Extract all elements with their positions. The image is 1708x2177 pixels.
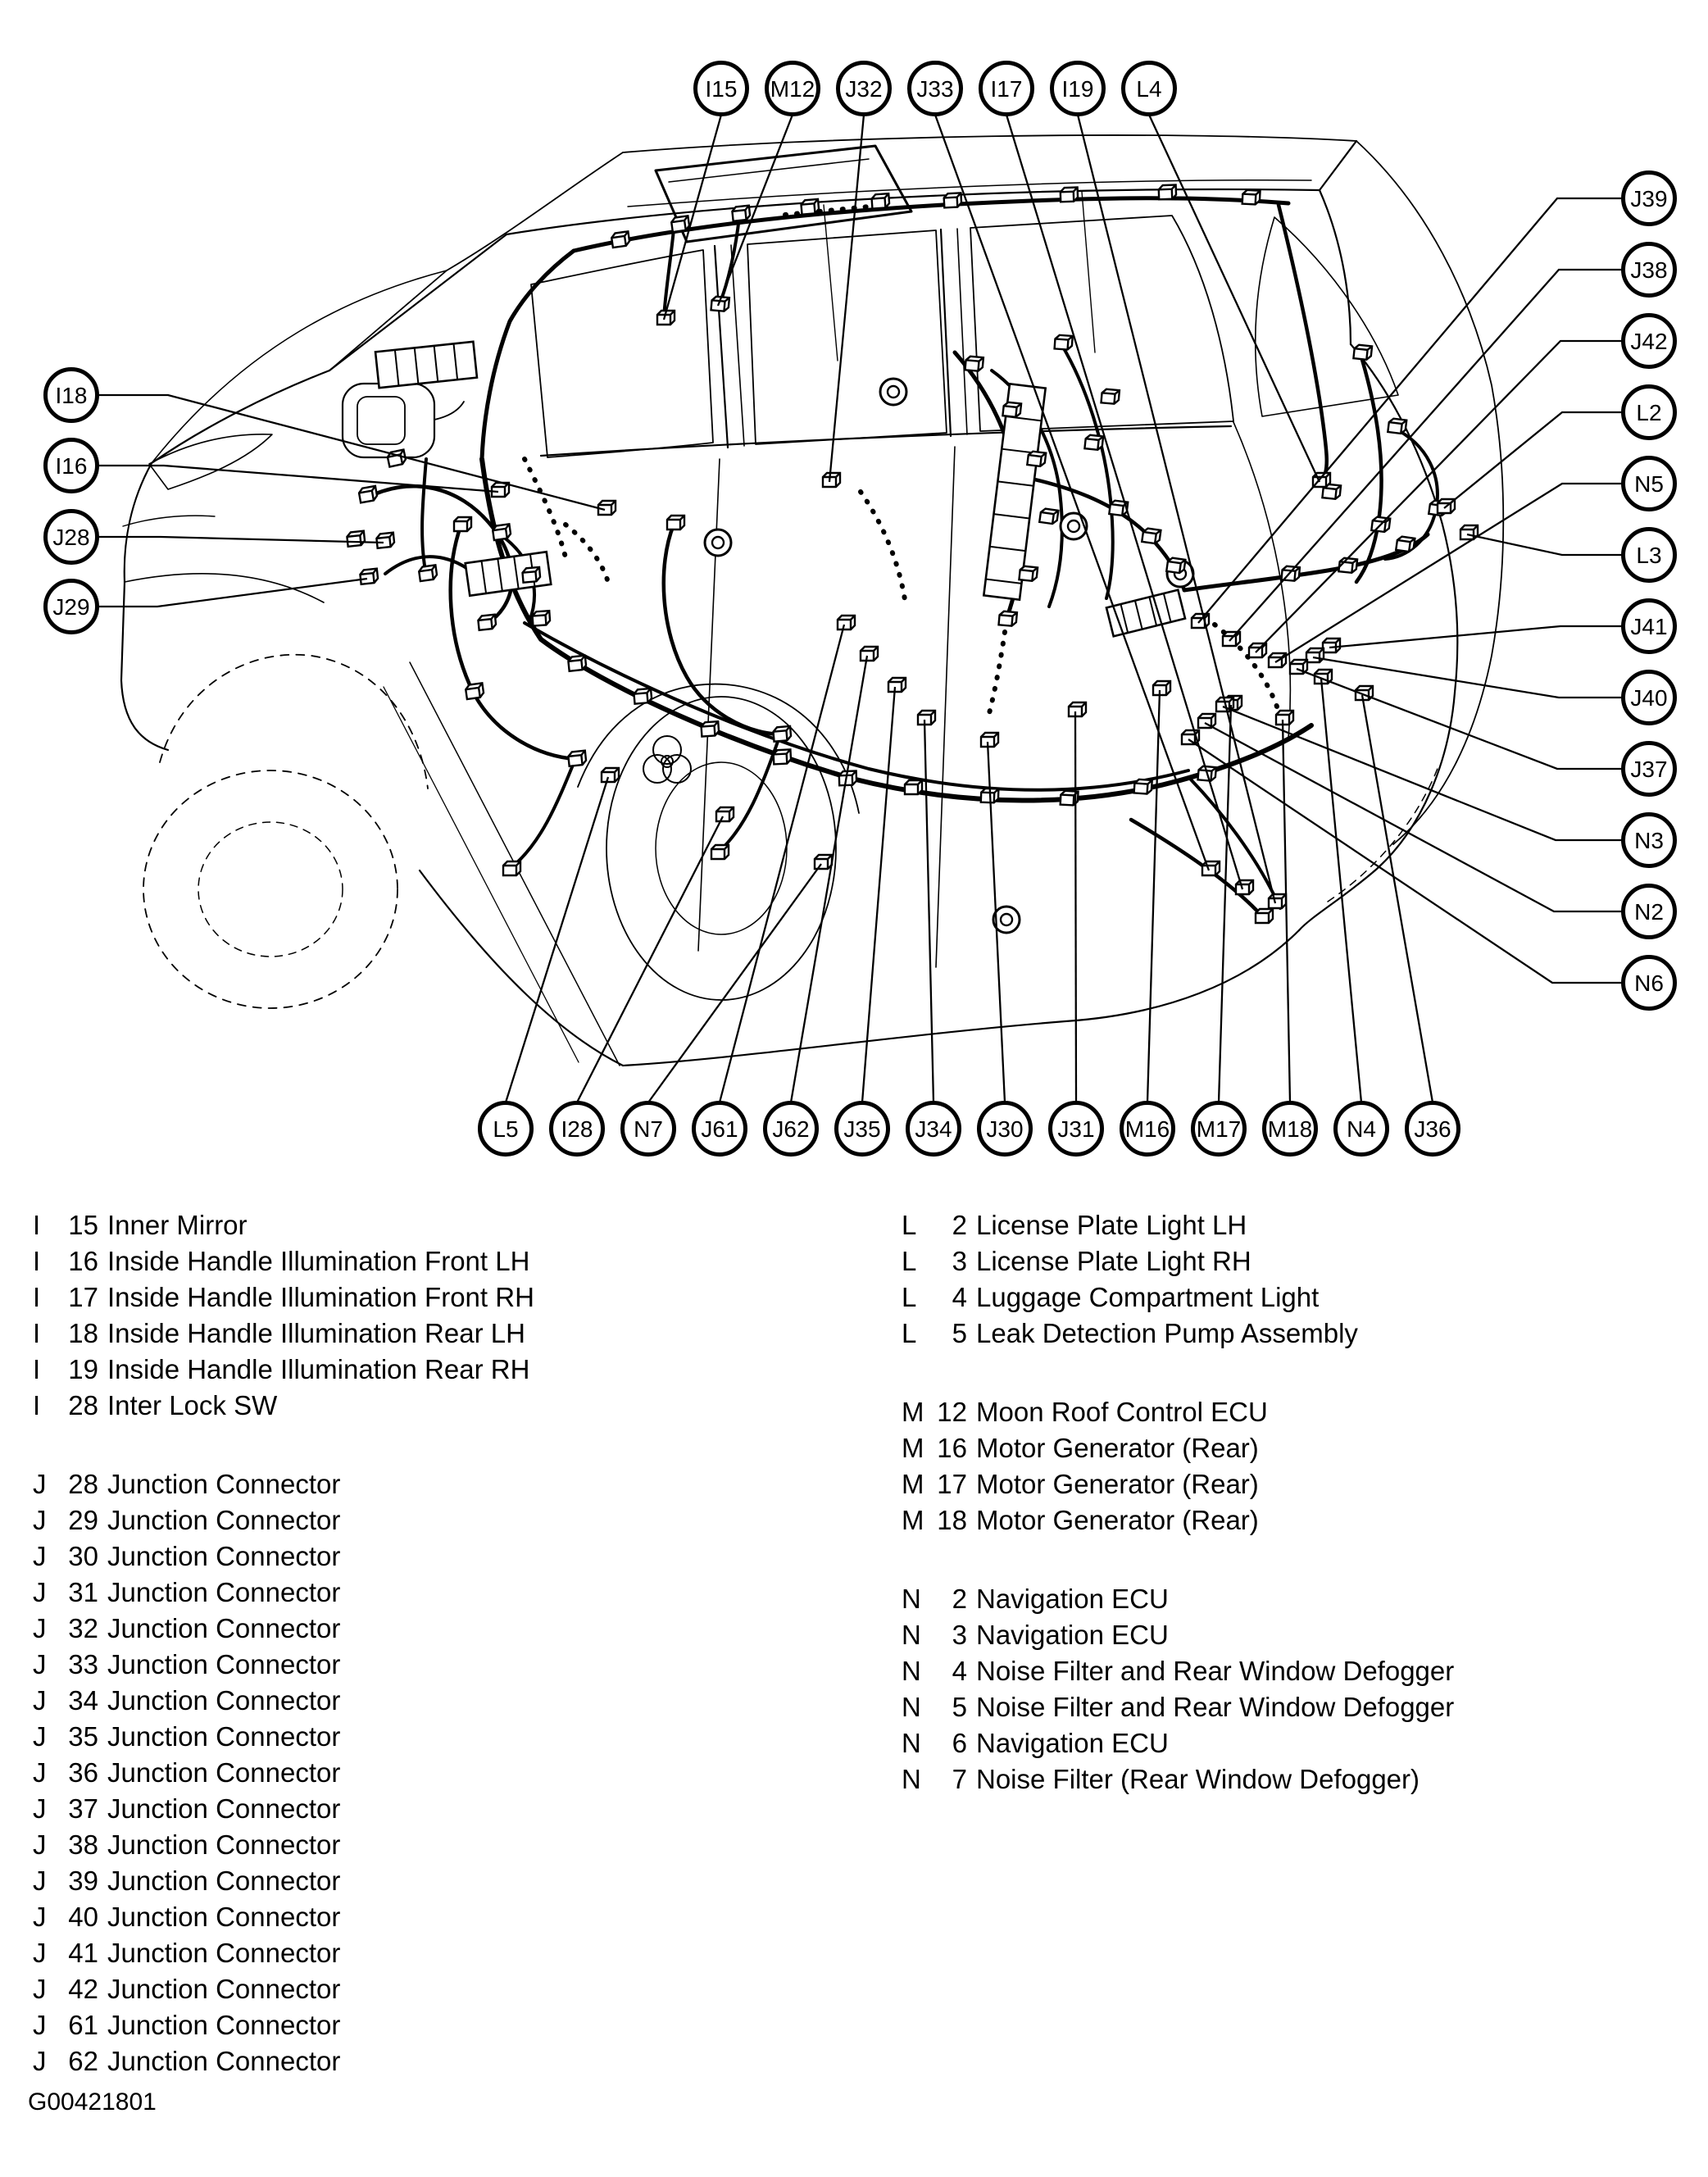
legend-code	[33, 1279, 98, 1316]
legend-code-letter: J	[33, 1938, 47, 1968]
legend-row	[33, 1279, 534, 1316]
legend-row	[902, 1243, 1454, 1279]
legend-row	[902, 1430, 1454, 1466]
legend-row	[902, 1725, 1454, 1761]
legend-code	[33, 1683, 98, 1719]
leader-line-J29	[98, 579, 367, 607]
callout-J41	[1624, 601, 1675, 652]
legend-entry-name: Junction Connector	[107, 1793, 341, 1824]
legend-entry-name: License Plate Light LH	[976, 1210, 1247, 1240]
legend-code	[33, 1719, 98, 1755]
legend-code-letter: L	[902, 1210, 917, 1240]
callout-L4	[1124, 63, 1175, 115]
legend-group	[902, 1581, 1454, 1798]
legend-entry-name: Junction Connector	[107, 1902, 341, 1932]
callout-I18	[46, 370, 98, 421]
legend-row	[33, 1719, 534, 1755]
legend-code-number: 33	[68, 1649, 98, 1679]
leader-line-N4	[1321, 679, 1361, 1102]
callout-label: M18	[1267, 1116, 1313, 1143]
legend-row	[33, 2043, 534, 2079]
figure-id-code: G00421801	[28, 2088, 157, 2116]
legend-entry-name: Junction Connector	[107, 1974, 341, 2004]
legend-column-left	[33, 1207, 534, 2079]
legend-code-number: 61	[68, 2010, 98, 2040]
legend-code	[33, 1207, 98, 1243]
legend-code-number: 31	[68, 1577, 98, 1607]
callout-J32	[838, 63, 890, 115]
legend-code-letter: J	[33, 1829, 47, 1860]
legend-code-letter: N	[902, 1692, 921, 1722]
legend-code-letter: N	[902, 1728, 921, 1758]
legend-code-letter: J	[33, 1541, 47, 1571]
callout-label: J61	[701, 1116, 738, 1143]
legend-code-number: 36	[68, 1757, 98, 1788]
legend-code	[33, 1538, 98, 1575]
legend-entry-name: Navigation ECU	[976, 1728, 1169, 1758]
callout-label: N7	[634, 1116, 663, 1143]
callout-label: J29	[52, 594, 90, 620]
legend-code	[33, 1971, 98, 2007]
legend-code-number: 15	[68, 1210, 98, 1240]
legend-entry-name: Motor Generator (Rear)	[976, 1433, 1259, 1463]
legend-row	[902, 1689, 1454, 1725]
leader-line-J41	[1329, 626, 1623, 648]
leader-line-J42	[1256, 341, 1623, 652]
callout-I16	[46, 440, 98, 492]
legend-row	[33, 1243, 534, 1279]
callout-N4	[1336, 1103, 1388, 1155]
callout-N7	[623, 1103, 675, 1155]
callout-J37	[1624, 743, 1675, 795]
legend-row	[33, 1647, 534, 1683]
callout-label: N3	[1634, 828, 1664, 854]
legend-code-letter: J	[33, 1613, 47, 1643]
legend-code-number: 42	[68, 1974, 98, 2004]
legend-entry-name: Junction Connector	[107, 1649, 341, 1679]
leader-line-J34	[924, 720, 933, 1102]
legend-code-number: 28	[68, 1469, 98, 1499]
legend-column-right	[902, 1207, 1454, 1798]
legend-code-letter: J	[33, 1866, 47, 1896]
callout-L5	[480, 1103, 532, 1155]
callout-N5	[1624, 458, 1675, 510]
callout-label: J35	[843, 1116, 881, 1143]
legend-group	[33, 1466, 534, 2079]
legend-code-letter: J	[33, 1577, 47, 1607]
callout-label: I19	[1061, 76, 1094, 102]
legend-code	[33, 1863, 98, 1899]
callout-label: I17	[990, 76, 1023, 102]
legend-code-letter: J	[33, 1793, 47, 1824]
legend-code	[33, 1352, 98, 1388]
legend-entry-name: Navigation ECU	[976, 1620, 1169, 1650]
legend-code-letter: J	[33, 1721, 47, 1752]
legend-code-number: 4	[952, 1282, 967, 1312]
legend-code-letter: J	[33, 1469, 47, 1499]
legend-code-number: 29	[68, 1505, 98, 1535]
legend-entry-name: Luggage Compartment Light	[976, 1282, 1320, 1312]
legend-code-number: 16	[937, 1433, 967, 1463]
fuel-door-handle	[643, 736, 691, 783]
legend-code	[33, 1899, 98, 1935]
callout-label: L2	[1636, 400, 1662, 426]
callout-label: J30	[986, 1116, 1024, 1143]
legend-code	[902, 1653, 967, 1689]
legend-code-number: 3	[952, 1620, 967, 1650]
legend-code	[902, 1502, 967, 1538]
legend-entry-name: Inside Handle Illumination Front LH	[107, 1246, 530, 1276]
callout-label: J42	[1630, 329, 1668, 355]
legend-entry-name: Motor Generator (Rear)	[976, 1469, 1259, 1499]
legend-code-number: 5	[952, 1692, 967, 1722]
callout-N3	[1624, 815, 1675, 866]
legend-code-letter: I	[33, 1354, 41, 1384]
callout-bubbles	[46, 63, 1675, 1155]
legend-code	[902, 1394, 967, 1430]
callout-J34	[908, 1103, 960, 1155]
legend-code-number: 7	[952, 1764, 967, 1794]
legend-code-letter: J	[33, 1505, 47, 1535]
legend-code-letter: J	[33, 1974, 47, 2004]
callout-label: J33	[916, 76, 954, 102]
legend-code	[902, 1725, 967, 1761]
callout-label: L3	[1636, 543, 1662, 569]
legend-entry-name: Junction Connector	[107, 1866, 341, 1896]
callout-J42	[1624, 316, 1675, 367]
legend-row	[33, 1207, 534, 1243]
callout-J62	[765, 1103, 817, 1155]
callout-J36	[1407, 1103, 1459, 1155]
legend-row	[33, 1352, 534, 1388]
callout-label: J32	[845, 76, 883, 102]
legend-entry-name: Junction Connector	[107, 1469, 341, 1499]
legend-entry-name: Junction Connector	[107, 1577, 341, 1607]
legend-code-letter: J	[33, 1757, 47, 1788]
callout-label: I16	[55, 453, 88, 479]
leader-line-J32	[829, 115, 864, 482]
legend-row	[33, 1791, 534, 1827]
callout-label: J34	[915, 1116, 952, 1143]
legend-code-number: 39	[68, 1866, 98, 1896]
legend-row	[902, 1761, 1454, 1798]
callout-J33	[910, 63, 961, 115]
legend-row	[902, 1394, 1454, 1430]
legend-code	[33, 1791, 98, 1827]
leader-line-L2	[1444, 412, 1623, 508]
legend-group	[902, 1207, 1454, 1352]
legend-row	[33, 1575, 534, 1611]
legend-row	[902, 1617, 1454, 1653]
callout-label: J40	[1630, 685, 1668, 711]
legend-code-number: 4	[952, 1656, 967, 1686]
legend-entry-name: Noise Filter (Rear Window Defogger)	[976, 1764, 1420, 1794]
callout-J61	[694, 1103, 746, 1155]
legend-code	[33, 2007, 98, 2043]
legend-code-letter: I	[33, 1210, 41, 1240]
legend-code-letter: N	[902, 1584, 921, 1614]
callout-I15	[696, 63, 747, 115]
leader-line-N7	[648, 864, 821, 1102]
legend-row	[33, 1538, 534, 1575]
legend-code-number: 62	[68, 2046, 98, 2076]
leader-line-I17	[1006, 115, 1242, 889]
callout-L2	[1624, 387, 1675, 439]
leader-line-L5	[506, 777, 608, 1102]
legend-row	[902, 1653, 1454, 1689]
legend-code-number: 41	[68, 1938, 98, 1968]
callout-label: I15	[705, 76, 738, 102]
legend-row	[902, 1581, 1454, 1617]
legend-row	[33, 1611, 534, 1647]
callout-label: I28	[561, 1116, 593, 1143]
legend-entry-name: Junction Connector	[107, 1505, 341, 1535]
legend-code-number: 12	[937, 1397, 967, 1427]
callout-label: N4	[1347, 1116, 1376, 1143]
legend-code-number: 17	[68, 1282, 98, 1312]
legend-entry-name: Inside Handle Illumination Front RH	[107, 1282, 534, 1312]
legend-entry-name: Noise Filter and Rear Window Defogger	[976, 1692, 1455, 1722]
legend-code	[902, 1761, 967, 1798]
leader-line-J33	[935, 115, 1209, 870]
legend-row	[33, 1899, 534, 1935]
legend-code	[902, 1581, 967, 1617]
legend-code-letter: N	[902, 1620, 921, 1650]
legend-code-letter: M	[902, 1505, 924, 1535]
leader-line-J36	[1362, 695, 1433, 1102]
legend-entry-name: Inner Mirror	[107, 1210, 248, 1240]
legend-entry-name: Junction Connector	[107, 1757, 341, 1788]
legend-code	[902, 1617, 967, 1653]
legend-entry-name: Junction Connector	[107, 1721, 341, 1752]
legend-entry-name: Inside Handle Illumination Rear LH	[107, 1318, 525, 1348]
callout-N6	[1624, 957, 1675, 1009]
leader-line-I16	[98, 466, 498, 492]
legend-row	[33, 1466, 534, 1502]
legend-code-number: 19	[68, 1354, 98, 1384]
legend-code	[33, 2043, 98, 2079]
callout-label: J38	[1630, 257, 1668, 284]
legend-code-letter: I	[33, 1318, 41, 1348]
callout-M12	[767, 63, 819, 115]
legend-code-letter: J	[33, 2046, 47, 2076]
legend-code	[33, 1243, 98, 1279]
legend-entry-name: License Plate Light RH	[976, 1246, 1251, 1276]
legend-entry-name: Inter Lock SW	[107, 1390, 278, 1420]
connector-symbols	[347, 185, 1478, 923]
legend-row	[33, 2007, 534, 2043]
legend-code	[902, 1466, 967, 1502]
legend-code-letter: I	[33, 1282, 41, 1312]
callout-label: J28	[52, 525, 90, 551]
legend-entry-name: Junction Connector	[107, 1541, 341, 1571]
legend-code-letter: J	[33, 1649, 47, 1679]
callout-N2	[1624, 886, 1675, 938]
callout-label: L5	[493, 1116, 519, 1143]
callout-J31	[1051, 1103, 1102, 1155]
callout-label: J39	[1630, 186, 1668, 212]
callout-M18	[1265, 1103, 1316, 1155]
legend-code-number: 34	[68, 1685, 98, 1716]
legend-code-number: 38	[68, 1829, 98, 1860]
legend-row	[33, 1935, 534, 1971]
callout-I17	[981, 63, 1033, 115]
legend-row	[33, 1683, 534, 1719]
legend-code-number: 32	[68, 1613, 98, 1643]
legend-code-number: 30	[68, 1541, 98, 1571]
legend-entry-name: Junction Connector	[107, 1829, 341, 1860]
callout-leader-lines	[98, 115, 1623, 1102]
callout-label: M12	[770, 76, 815, 102]
legend-entry-name: Junction Connector	[107, 1938, 341, 1968]
legend-group	[33, 1207, 534, 1424]
legend-code-number: 3	[952, 1246, 967, 1276]
legend-entry-name: Navigation ECU	[976, 1584, 1169, 1614]
legend-code-letter: M	[902, 1397, 924, 1427]
legend-entry-name: Junction Connector	[107, 1685, 341, 1716]
legend-code	[33, 1316, 98, 1352]
legend-code-number: 5	[952, 1318, 967, 1348]
legend-code	[902, 1316, 967, 1352]
callout-label: J36	[1414, 1116, 1451, 1143]
callout-label: M16	[1124, 1116, 1170, 1143]
legend-code-letter: L	[902, 1282, 917, 1312]
legend-code-letter: L	[902, 1318, 917, 1348]
legend-code-number: 40	[68, 1902, 98, 1932]
legend-row	[902, 1207, 1454, 1243]
legend-entry-name: Motor Generator (Rear)	[976, 1505, 1259, 1535]
legend-code	[33, 1935, 98, 1971]
legend-code-number: 2	[952, 1584, 967, 1614]
callout-I19	[1052, 63, 1104, 115]
callout-J38	[1624, 244, 1675, 296]
legend-code	[33, 1611, 98, 1647]
callout-J30	[979, 1103, 1031, 1155]
callout-J28	[46, 511, 98, 563]
leader-line-M18	[1283, 720, 1290, 1102]
legend-code-letter: N	[902, 1764, 921, 1794]
leader-line-M16	[1147, 690, 1160, 1102]
legend-code	[902, 1207, 967, 1243]
legend-entry-name: Inside Handle Illumination Rear RH	[107, 1354, 530, 1384]
callout-L3	[1624, 529, 1675, 581]
callout-label: J37	[1630, 757, 1668, 783]
legend-code	[33, 1827, 98, 1863]
legend-code-number: 37	[68, 1793, 98, 1824]
legend-entry-name: Leak Detection Pump Assembly	[976, 1318, 1358, 1348]
legend-code-number: 17	[937, 1469, 967, 1499]
legend-row	[33, 1502, 534, 1538]
legend-entry-name: Junction Connector	[107, 2046, 341, 2076]
legend-code-number: 35	[68, 1721, 98, 1752]
callout-M16	[1122, 1103, 1174, 1155]
legend-code	[902, 1279, 967, 1316]
callout-label: J31	[1057, 1116, 1095, 1143]
leader-line-I15	[664, 115, 721, 320]
legend-code	[33, 1502, 98, 1538]
legend-code	[902, 1430, 967, 1466]
legend-row	[902, 1502, 1454, 1538]
legend-code-letter: J	[33, 1902, 47, 1932]
leader-line-J31	[1075, 711, 1076, 1102]
callout-label: M17	[1196, 1116, 1242, 1143]
legend-code-letter: J	[33, 1685, 47, 1716]
callout-I28	[552, 1103, 603, 1155]
legend-entry-name: Moon Roof Control ECU	[976, 1397, 1268, 1427]
callout-label: N5	[1634, 471, 1664, 498]
leader-line-J62	[791, 656, 867, 1102]
callout-J35	[837, 1103, 888, 1155]
legend-row	[902, 1466, 1454, 1502]
legend-code	[902, 1243, 967, 1279]
legend-row	[33, 1316, 534, 1352]
legend-code	[33, 1575, 98, 1611]
legend-code-number: 28	[68, 1390, 98, 1420]
legend-row	[902, 1279, 1454, 1316]
callout-label: I18	[55, 383, 88, 409]
legend-row	[33, 1971, 534, 2007]
legend-code-letter: M	[902, 1469, 924, 1499]
legend-code-letter: L	[902, 1246, 917, 1276]
legend-code-number: 18	[68, 1318, 98, 1348]
legend-entry-name: Noise Filter and Rear Window Defogger	[976, 1656, 1455, 1686]
legend-row	[33, 1755, 534, 1791]
legend-row	[33, 1388, 534, 1424]
legend-code-number: 2	[952, 1210, 967, 1240]
legend-code-number: 16	[68, 1246, 98, 1276]
legend-code-letter: I	[33, 1390, 41, 1420]
legend-row	[33, 1863, 534, 1899]
legend-code-letter: J	[33, 2010, 47, 2040]
callout-M17	[1193, 1103, 1245, 1155]
callout-label: L4	[1136, 76, 1162, 102]
legend-row	[902, 1316, 1454, 1352]
leader-line-L3	[1467, 534, 1623, 555]
callout-J29	[46, 581, 98, 633]
legend-code-letter: N	[902, 1656, 921, 1686]
legend-code	[33, 1755, 98, 1791]
legend-code-number: 6	[952, 1728, 967, 1758]
legend-code	[33, 1466, 98, 1502]
legend-code-letter: I	[33, 1246, 41, 1276]
leader-line-J39	[1198, 198, 1623, 623]
callout-J40	[1624, 672, 1675, 724]
legend-row	[33, 1827, 534, 1863]
callout-J39	[1624, 173, 1675, 225]
legend-group	[902, 1394, 1454, 1538]
leader-line-J28	[98, 537, 384, 543]
callout-label: J41	[1630, 614, 1668, 640]
callout-label: N6	[1634, 970, 1664, 997]
legend-code	[33, 1388, 98, 1424]
legend-code-number: 18	[937, 1505, 967, 1535]
callout-label: N2	[1634, 899, 1664, 925]
legend-code	[902, 1689, 967, 1725]
legend-code	[33, 1647, 98, 1683]
callout-label: J62	[772, 1116, 810, 1143]
legend-code-letter: M	[902, 1433, 924, 1463]
legend-entry-name: Junction Connector	[107, 1613, 341, 1643]
legend-entry-name: Junction Connector	[107, 2010, 341, 2040]
